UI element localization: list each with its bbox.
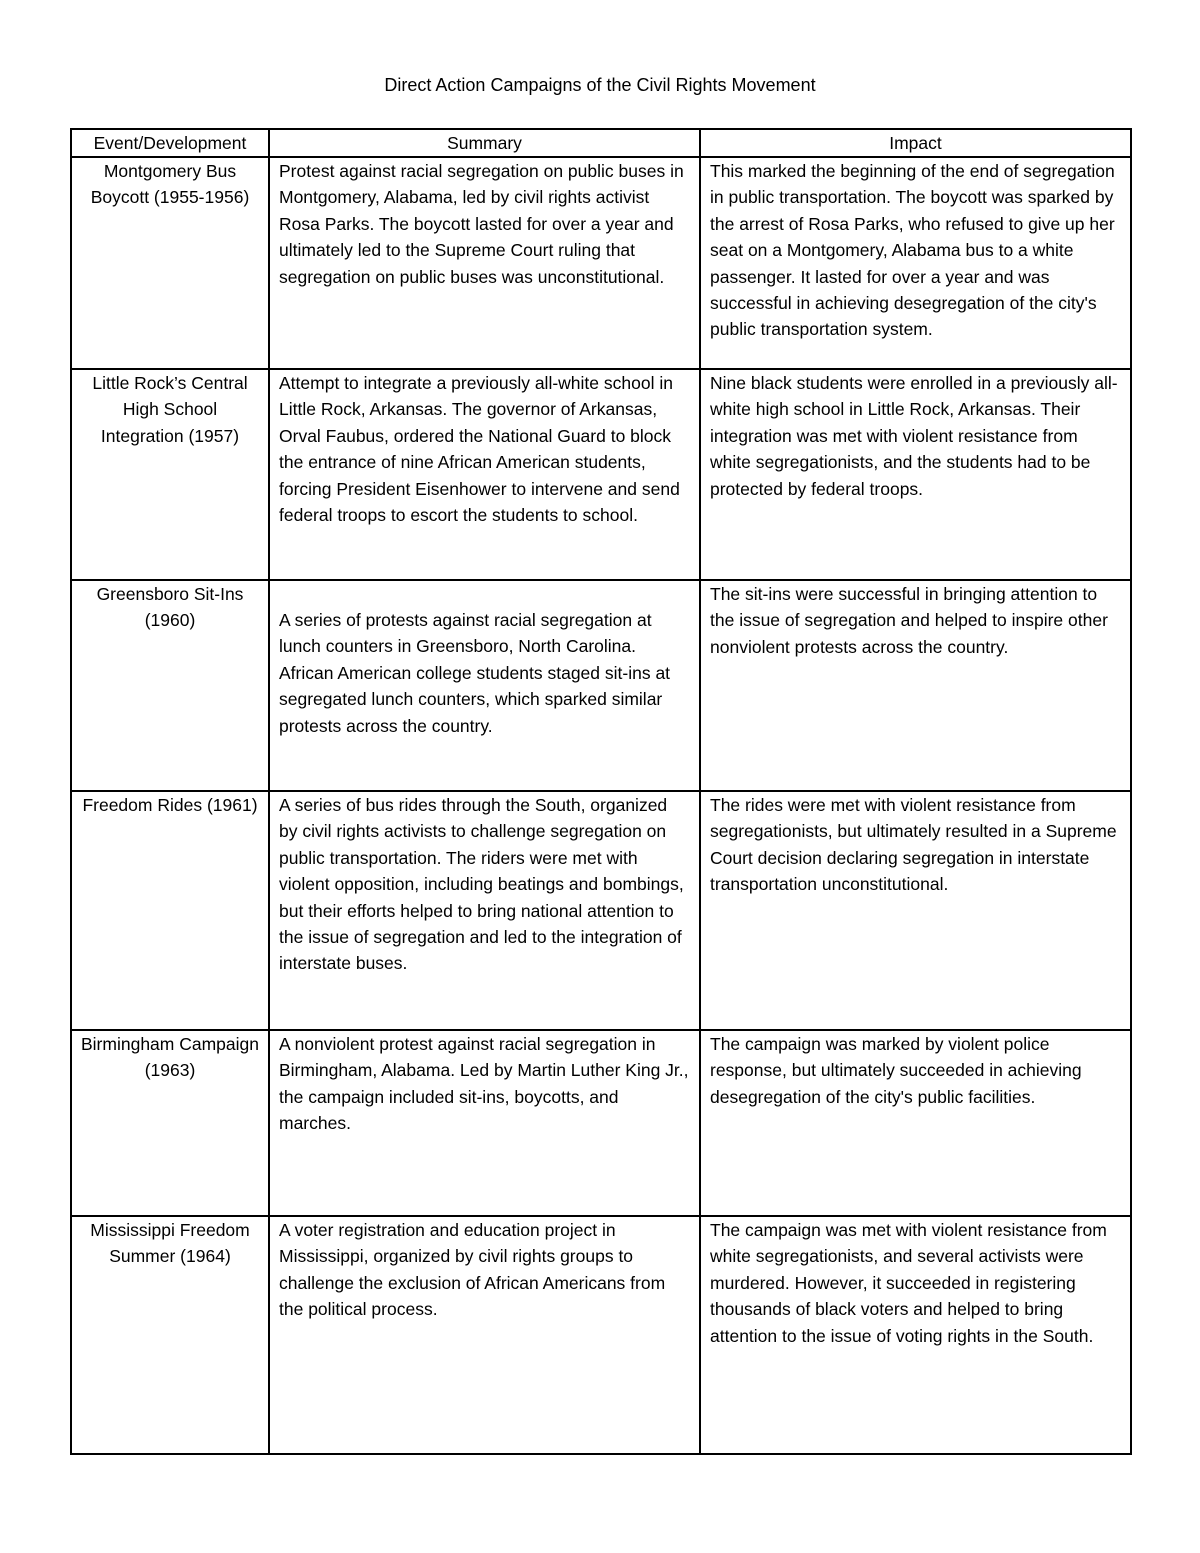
event-cell: Montgomery Bus Boycott (1955-1956) [71, 157, 269, 369]
table-row [71, 369, 1131, 580]
impact-cell: Nine black students were enrolled in a previously all-white high school in Little Rock, Arkansas. Their integration was met with violent resistance from white segregationists, and the students had to be protected by federal troops. [700, 369, 1131, 580]
summary-cell: A voter registration and education project in Mississippi, organized by civil rights groups to challenge the exclusion of African Americans from the political process. [269, 1216, 700, 1454]
events-table [70, 128, 1132, 1455]
impact-cell: The sit-ins were successful in bringing attention to the issue of segregation and helped to inspire other nonviolent protests across the country. [700, 580, 1131, 791]
summary-cell: A series of bus rides through the South, organized by civil rights activists to challenge segregation on public transportation. The riders were met with violent opposition, including beatings and bombings, but their efforts helped to bring national attention to the issue of segregation and led to the integration of interstate buses. [269, 791, 700, 1030]
table-row [71, 791, 1131, 1030]
event-cell: Birmingham Campaign (1963) [71, 1030, 269, 1216]
header-impact: Impact [700, 129, 1131, 157]
impact-cell: The campaign was met with violent resistance from white segregationists, and several activists were murdered. However, it succeeded in registering thousands of black voters and helped to bring attention to the issue of voting rights in the South. [700, 1216, 1131, 1454]
summary-cell [269, 580, 700, 791]
table-row [71, 1030, 1131, 1216]
table-row [71, 157, 1131, 369]
header-event: Event/Development [71, 129, 269, 157]
summary-cell: Protest against racial segregation on public buses in Montgomery, Alabama, led by civil rights activist Rosa Parks. The boycott lasted for over a year and ultimately led to the Supreme Court ruling that segregation on public buses was unconstitutional. [269, 157, 700, 369]
document-title: Direct Action Campaigns of the Civil Rights Movement [384, 75, 816, 95]
summary-text: A series of protests against racial segregation at lunch counters in Greensboro, North Carolina. African American college students staged sit-ins at segregated lunch counters, which sparked similar protests across the country. [279, 610, 671, 736]
summary-cell: Attempt to integrate a previously all-white school in Little Rock, Arkansas. The governor of Arkansas, Orval Faubus, ordered the National Guard to block the entrance of nine African American students, forcing President Eisenhower to intervene and send federal troops to escort the students to school. [269, 369, 700, 580]
table-row [71, 580, 1131, 791]
event-cell: Mississippi Freedom Summer (1964) [71, 1216, 269, 1454]
header-summary: Summary [269, 129, 700, 157]
impact-cell: The campaign was marked by violent police response, but ultimately succeeded in achieving desegregation of the city's public facilities. [700, 1030, 1131, 1216]
impact-cell: The rides were met with violent resistance from segregationists, but ultimately resulted in a Supreme Court decision declaring segregation in interstate transportation unconstitutional. [700, 791, 1131, 1030]
impact-cell: This marked the beginning of the end of segregation in public transportation. The boycott was sparked by the arrest of Rosa Parks, who refused to give up her seat on a Montgomery, Alabama bus to a white passenger. It lasted for over a year and was successful in achieving desegregation of the city's public transportation system. [700, 157, 1131, 369]
table-row [71, 1216, 1131, 1454]
event-cell: Little Rock’s Central High School Integration (1957) [71, 369, 269, 580]
event-cell: Greensboro Sit-Ins (1960) [71, 580, 269, 791]
summary-cell: A nonviolent protest against racial segregation in Birmingham, Alabama. Led by Martin Luther King Jr., the campaign included sit-ins, boycotts, and marches. [269, 1030, 700, 1216]
table-header-row [71, 129, 1131, 157]
event-cell: Freedom Rides (1961) [71, 791, 269, 1030]
